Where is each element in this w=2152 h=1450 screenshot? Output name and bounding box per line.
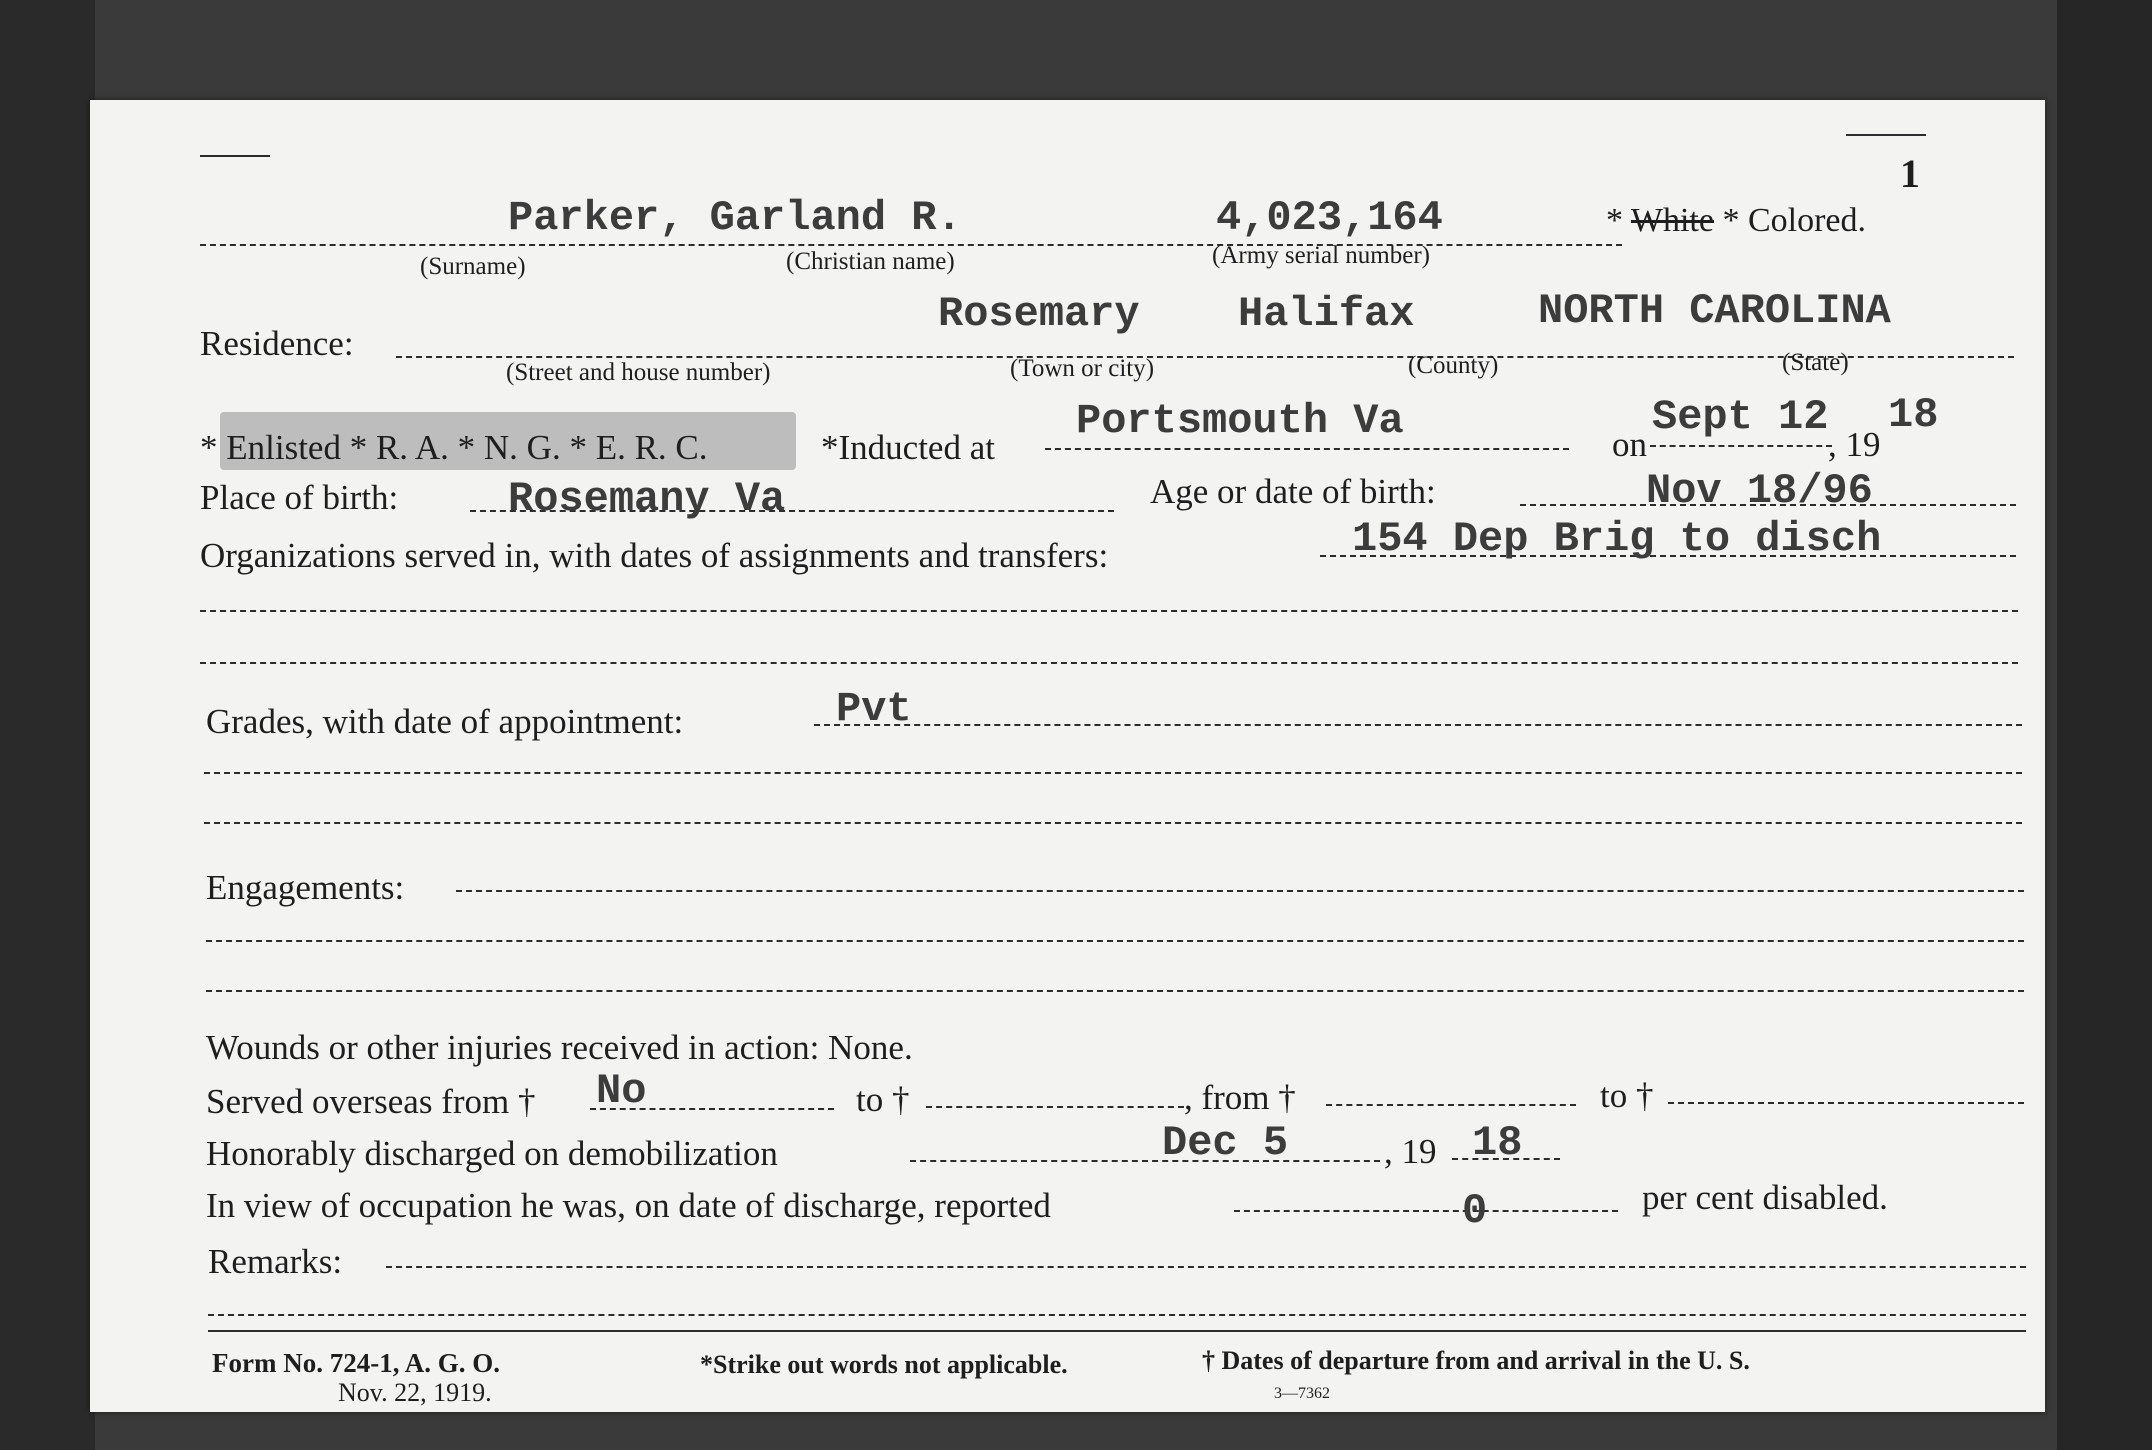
race-field: * White * Colored.: [1606, 202, 1867, 239]
serial-number-value: 4,023,164: [1216, 194, 1443, 242]
grades-line-2: [204, 772, 2022, 774]
inducted-date-line: [1650, 445, 1832, 447]
remarks-line: [386, 1266, 2026, 1268]
engagements-line: [456, 890, 2024, 892]
christian-name-caption: (Christian name): [786, 248, 955, 275]
scan-background-right: [2057, 0, 2152, 1450]
county-caption: (County): [1408, 352, 1499, 379]
remarks-label: Remarks:: [208, 1242, 343, 1281]
engagements-line-3: [206, 990, 2024, 992]
remarks-line-2: [208, 1314, 2026, 1316]
footer-rule: [208, 1330, 2026, 1332]
grades-line: [814, 724, 2022, 726]
dates-note: † Dates of departure from and arrival in the U. S.: [1202, 1346, 1750, 1375]
disability-value: 0: [1462, 1187, 1488, 1235]
organizations-value: 154 Dep Brig to disch: [1352, 515, 1882, 563]
scan-background-left: [0, 0, 95, 1450]
residence-state: NORTH CAROLINA: [1538, 287, 1891, 335]
discharge-date-line: [910, 1160, 1380, 1162]
age-label: Age or date of birth:: [1150, 472, 1436, 511]
organizations-line-3: [200, 662, 2018, 664]
top-left-rule: [200, 155, 270, 157]
age-value: Nov 18/96: [1646, 467, 1873, 515]
residence-town: Rosemary: [938, 290, 1140, 338]
residence-county: Halifax: [1238, 290, 1415, 338]
overseas-to2-line: [1668, 1102, 2024, 1104]
top-right-rule: [1846, 134, 1926, 136]
town-caption: (Town or city): [1010, 355, 1155, 382]
surname-caption: (Surname): [420, 253, 526, 280]
disability-suffix: per cent disabled.: [1642, 1178, 1888, 1217]
card-number: 1: [1900, 151, 1920, 196]
state-caption: (State): [1782, 349, 1849, 376]
inducted-on-label: on: [1612, 425, 1647, 464]
street-caption: (Street and house number): [506, 359, 771, 386]
grades-value: Pvt: [836, 685, 912, 733]
residence-line: [396, 356, 2014, 358]
inducted-place-line: [1045, 448, 1569, 450]
form-number: Form No. 724-1, A. G. O.: [212, 1348, 500, 1378]
inducted-year-value: 18: [1888, 391, 1939, 439]
print-code: 3—7362: [1274, 1385, 1330, 1402]
discharge-label: Honorably discharged on demobilization: [206, 1134, 778, 1173]
place-of-birth-value: Rosemany Va: [508, 475, 786, 523]
organizations-line-2: [200, 610, 2018, 612]
inducted-place-value: Portsmouth Va: [1076, 397, 1404, 445]
discharge-year-value: 18: [1472, 1119, 1523, 1167]
grades-label: Grades, with date of appointment:: [206, 702, 684, 741]
strike-note: *Strike out words not applicable.: [700, 1350, 1068, 1379]
discharge-date-value: Dec 5: [1162, 1119, 1289, 1167]
serial-number-caption: (Army serial number): [1212, 242, 1430, 269]
residence-label: Residence:: [200, 324, 354, 363]
overseas-label: Served overseas from †: [206, 1082, 536, 1121]
race-white-struck: White: [1630, 202, 1714, 239]
inducted-year-prefix: , 19: [1828, 425, 1881, 464]
overseas-to-line: [926, 1106, 1184, 1108]
discharge-year-prefix: , 19: [1384, 1132, 1437, 1171]
form-date: Nov. 22, 1919.: [338, 1378, 492, 1407]
overseas-to-label: to †: [856, 1080, 910, 1119]
engagements-label: Engagements:: [206, 868, 405, 907]
disability-line: [1234, 1210, 1618, 1212]
grades-line-3: [204, 822, 2022, 824]
inducted-at-label: *Inducted at: [821, 428, 995, 467]
overseas-from2-line: [1326, 1104, 1576, 1106]
name-value: Parker, Garland R.: [508, 194, 962, 242]
wounds-text: Wounds or other injuries received in action: None.: [206, 1028, 913, 1067]
overseas-from-line: [590, 1108, 834, 1110]
engagements-line-2: [206, 940, 2024, 942]
place-of-birth-label: Place of birth:: [200, 478, 399, 517]
enlistment-options: * Enlisted * R. A. * N. G. * E. R. C.: [200, 428, 708, 467]
overseas-from2-label: , from †: [1184, 1078, 1296, 1117]
overseas-to2-label: to †: [1600, 1076, 1654, 1115]
overseas-from-value: No: [596, 1067, 647, 1115]
service-record-card: [90, 100, 2045, 1412]
inducted-date-value: Sept 12: [1652, 393, 1829, 441]
organizations-label: Organizations served in, with dates of assignments and transfers:: [200, 536, 1109, 575]
disability-label: In view of occupation he was, on date of discharge, reported: [206, 1186, 1051, 1225]
